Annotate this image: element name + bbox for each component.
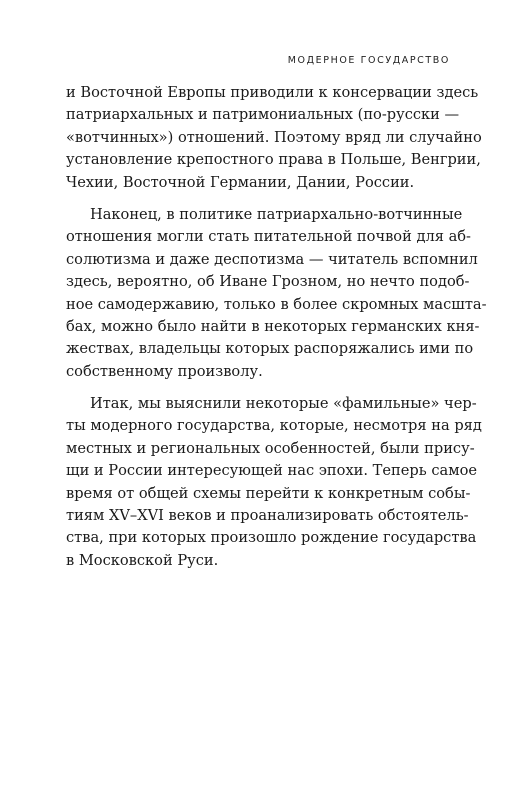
paragraph-3 (66, 393, 482, 572)
paragraph-1 (66, 82, 482, 194)
text-line: ства, при которых произошло рождение государства (66, 529, 477, 547)
text-line: Наконец, в политике патриархально-вотчинные (90, 205, 463, 223)
text-line: ты модерного государства, которые, несмотря на ряд (66, 417, 482, 435)
body-text (66, 82, 487, 582)
text-line: собственному произволу. (66, 362, 263, 380)
text-line: жествах, владельцы которых распоряжались ими по (66, 340, 474, 358)
text-line: местных и региональных особенностей, были прису- (66, 439, 475, 457)
text-line: патриархальных и патримониальных (по-русски — (66, 106, 460, 124)
text-line: Итак, мы выяснили некоторые «фамильные» чер- (90, 395, 477, 413)
text-line: Чехии, Восточной Германии, Дании, России. (66, 173, 415, 191)
text-line: тиям XV–XVI веков и проанализировать обстоятель- (66, 507, 469, 525)
text-line: отношения могли стать питательной почвой для аб- (66, 228, 471, 246)
text-line: установление крепостного права в Польше, Венгрии, (66, 151, 481, 169)
text-line: и Восточной Европы приводили к консервации здесь (66, 84, 479, 101)
text-line: «вотчинных») отношений. Поэтому вряд ли случайно (66, 128, 482, 146)
text-line: время от общей схемы перейти к конкретным собы- (66, 484, 471, 502)
text-line: в Московской Руси. (66, 551, 219, 569)
text-line: солютизма и даже деспотизма — читатель вспомнил (66, 250, 478, 268)
text-line: ное самодержавию, только в более скромных масшта- (66, 295, 487, 313)
paragraph-2 (66, 204, 487, 383)
text-line: здесь, вероятно, об Иване Грозном, но нечто подоб- (66, 273, 470, 291)
text-line: бах, можно было найти в некоторых германских кня- (66, 317, 480, 335)
text-line: щи и России интересующей нас эпохи. Теперь самое (66, 462, 477, 480)
running-header: МОДЕРНОЕ ГОСУДАРСТВО (287, 55, 450, 66)
